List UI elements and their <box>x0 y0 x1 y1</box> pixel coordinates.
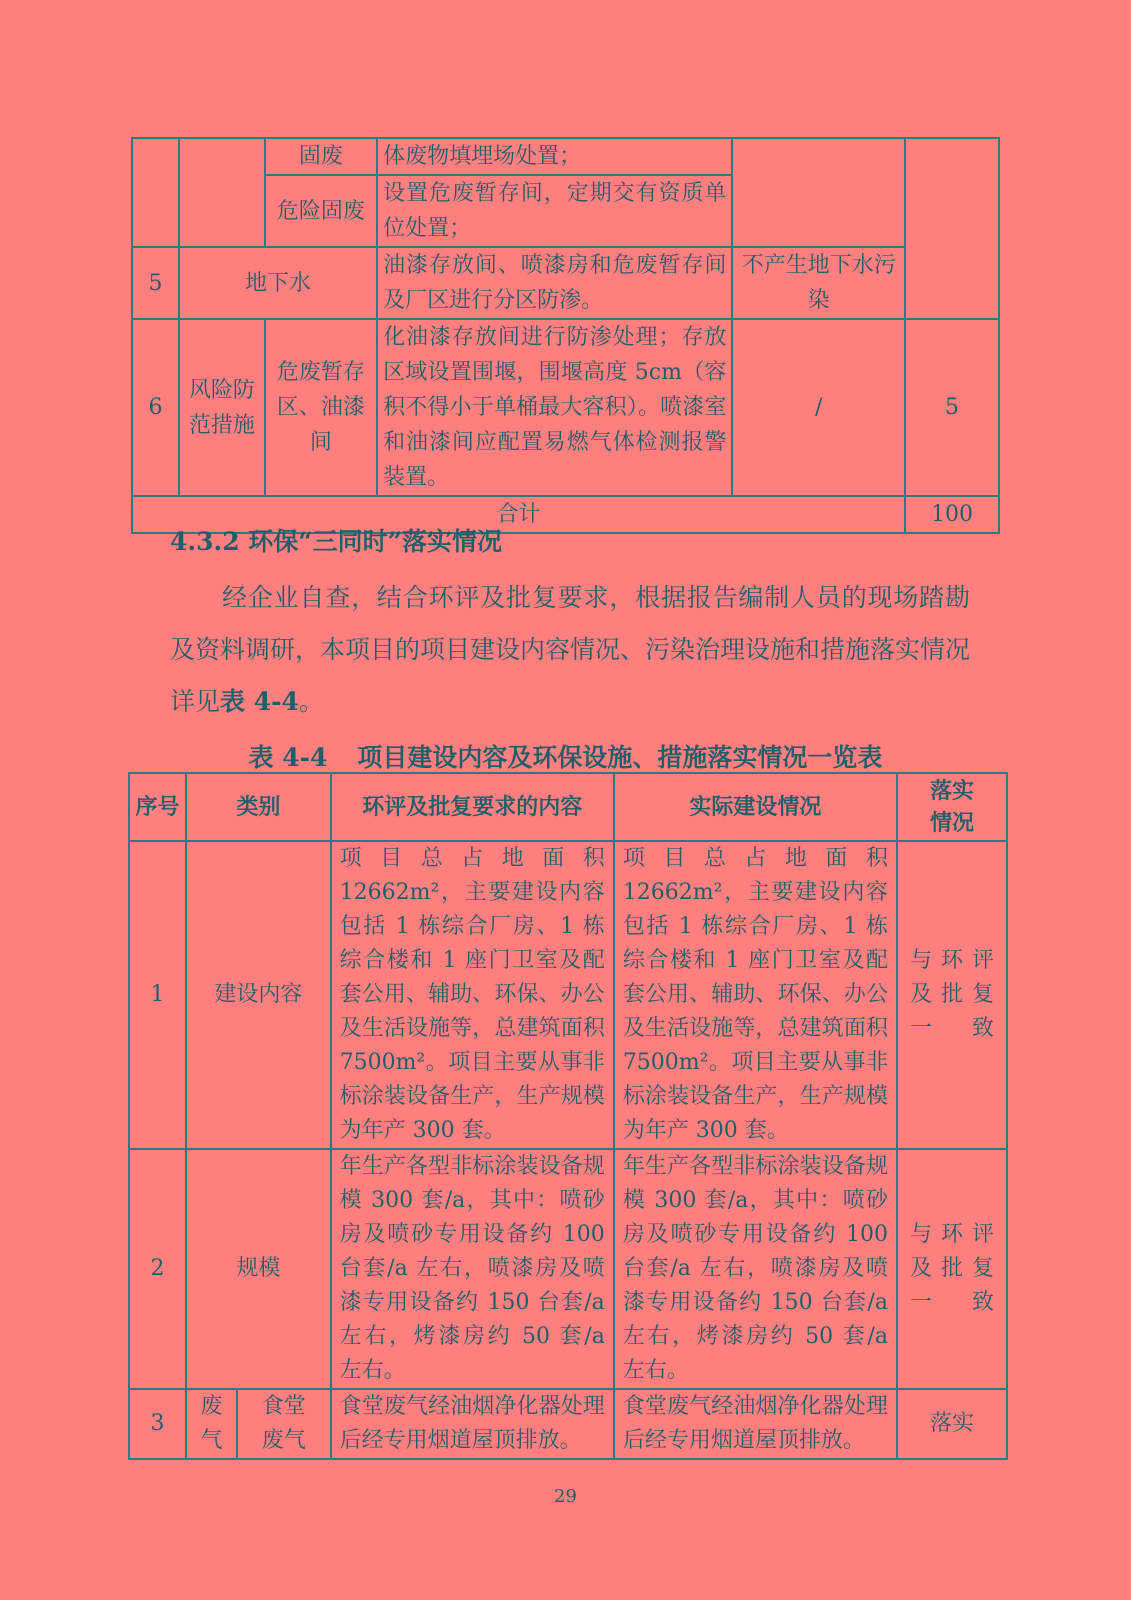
cell-num: 5 <box>132 247 179 319</box>
total-value: 100 <box>905 496 999 533</box>
cell-num: 1 <box>129 841 186 1149</box>
table-row <box>132 247 999 319</box>
cell-content: 体废物填埋场处置； <box>377 138 732 175</box>
table-caption-title: 项目建设内容及环保设施、措施落实情况一览表 <box>357 743 883 772</box>
header-requirement: 环评及批复要求的内容 <box>331 773 614 841</box>
cell-content: 化油漆存放间进行防渗处理；存放区域设置围堰，围堰高度 5cm（容积不得小于单桶最大容积）。喷漆室和油漆间应配置易燃气体检测报警装置。 <box>377 319 732 496</box>
section-paragraph <box>170 572 970 728</box>
cell-requirement: 年生产各型非标涂装设备规模 300 套/a，其中：喷砂房及喷砂专用设备约 100 台套/a 左右，喷漆房及喷漆专用设备约 150 台套/a 左右，烤漆房约 50 套/a 左右。 <box>331 1149 614 1389</box>
cell-category <box>179 138 265 247</box>
cell-num <box>132 138 179 247</box>
table-main <box>128 772 1008 1460</box>
cell-item: 危险固废 <box>265 175 377 247</box>
page-number: 29 <box>554 1486 577 1507</box>
cell-status: 与环评及批复一致 <box>897 1149 1007 1389</box>
header-num: 序号 <box>129 773 186 841</box>
cell-num: 6 <box>132 319 179 496</box>
cell-status: 与环评及批复一致 <box>897 841 1007 1149</box>
paragraph-text: 经企业自查，结合环评及批复要求，根据报告编制人员的现场踏勘及资料调研，本项目的项目建设内容情况、污染治理设施和措施落实情况详见 <box>170 583 971 716</box>
cell-requirement: 项目总占地面积 12662m²，主要建设内容包括 1 栋综合厂房、1 栋综合楼和 1 座门卫室及配套公用、辅助、环保、办公及生活设施等，总建筑面积 7500m²。项目主要从事非标涂装设备生产，生产规模为年产 300 套。 <box>331 841 614 1149</box>
cell-invest <box>905 138 999 319</box>
table-row <box>129 1149 1007 1389</box>
cell-item: 危废暂存区、油漆间 <box>265 319 377 496</box>
table-top <box>131 137 1000 534</box>
header-category: 类别 <box>186 773 331 841</box>
header-status: 落实情况 <box>897 773 1007 841</box>
cell-actual: 项目总占地面积 12662m²，主要建设内容包括 1 栋综合厂房、1 栋综合楼和 1 座门卫室及配套公用、辅助、环保、办公及生活设施等，总建筑面积 7500m²。项目主要从事非标涂装设备生产，生产规模为年产 300 套。 <box>614 841 897 1149</box>
table-row <box>132 319 999 496</box>
table-header-row <box>129 773 1007 841</box>
table-row <box>129 841 1007 1149</box>
header-actual: 实际建设情况 <box>614 773 897 841</box>
paragraph-table-ref: 表 4-4 <box>220 687 299 716</box>
cell-status: 落实 <box>897 1389 1007 1459</box>
cell-item: 固废 <box>265 138 377 175</box>
paragraph-end: 。 <box>298 687 324 716</box>
cell-content: 设置危废暂存间，定期交有资质单位处置； <box>377 175 732 247</box>
table-caption-number: 表 4-4 <box>248 743 328 772</box>
cell-num: 2 <box>129 1149 186 1389</box>
cell-category: 风险防范措施 <box>179 319 265 496</box>
cell-effect: 不产生地下水污染 <box>732 247 905 319</box>
section-heading: 4.3.2 环保“三同时”落实情况 <box>170 527 503 556</box>
table-row <box>132 138 999 175</box>
table-caption <box>0 738 1131 774</box>
cell-actual: 食堂废气经油烟净化器处理后经专用烟道屋顶排放。 <box>614 1389 897 1459</box>
cell-requirement: 食堂废气经油烟净化器处理后经专用烟道屋顶排放。 <box>331 1389 614 1459</box>
cell-subcategory: 食堂废气 <box>237 1389 331 1459</box>
cell-category: 规模 <box>186 1149 331 1389</box>
cell-category: 地下水 <box>179 247 377 319</box>
cell-num: 3 <box>129 1389 186 1459</box>
cell-effect <box>732 138 905 247</box>
table-row <box>129 1389 1007 1459</box>
cell-invest: 5 <box>905 319 999 496</box>
cell-actual: 年生产各型非标涂装设备规模 300 套/a，其中：喷砂房及喷砂专用设备约 100 台套/a 左右，喷漆房及喷漆专用设备约 150 台套/a 左右，烤漆房约 50 套/a 左右。 <box>614 1149 897 1389</box>
cell-effect: / <box>732 319 905 496</box>
cell-category: 建设内容 <box>186 841 331 1149</box>
total-label: 合计 <box>132 496 905 533</box>
cell-category: 废气 <box>186 1389 237 1459</box>
cell-content: 油漆存放间、喷漆房和危废暂存间及厂区进行分区防渗。 <box>377 247 732 319</box>
